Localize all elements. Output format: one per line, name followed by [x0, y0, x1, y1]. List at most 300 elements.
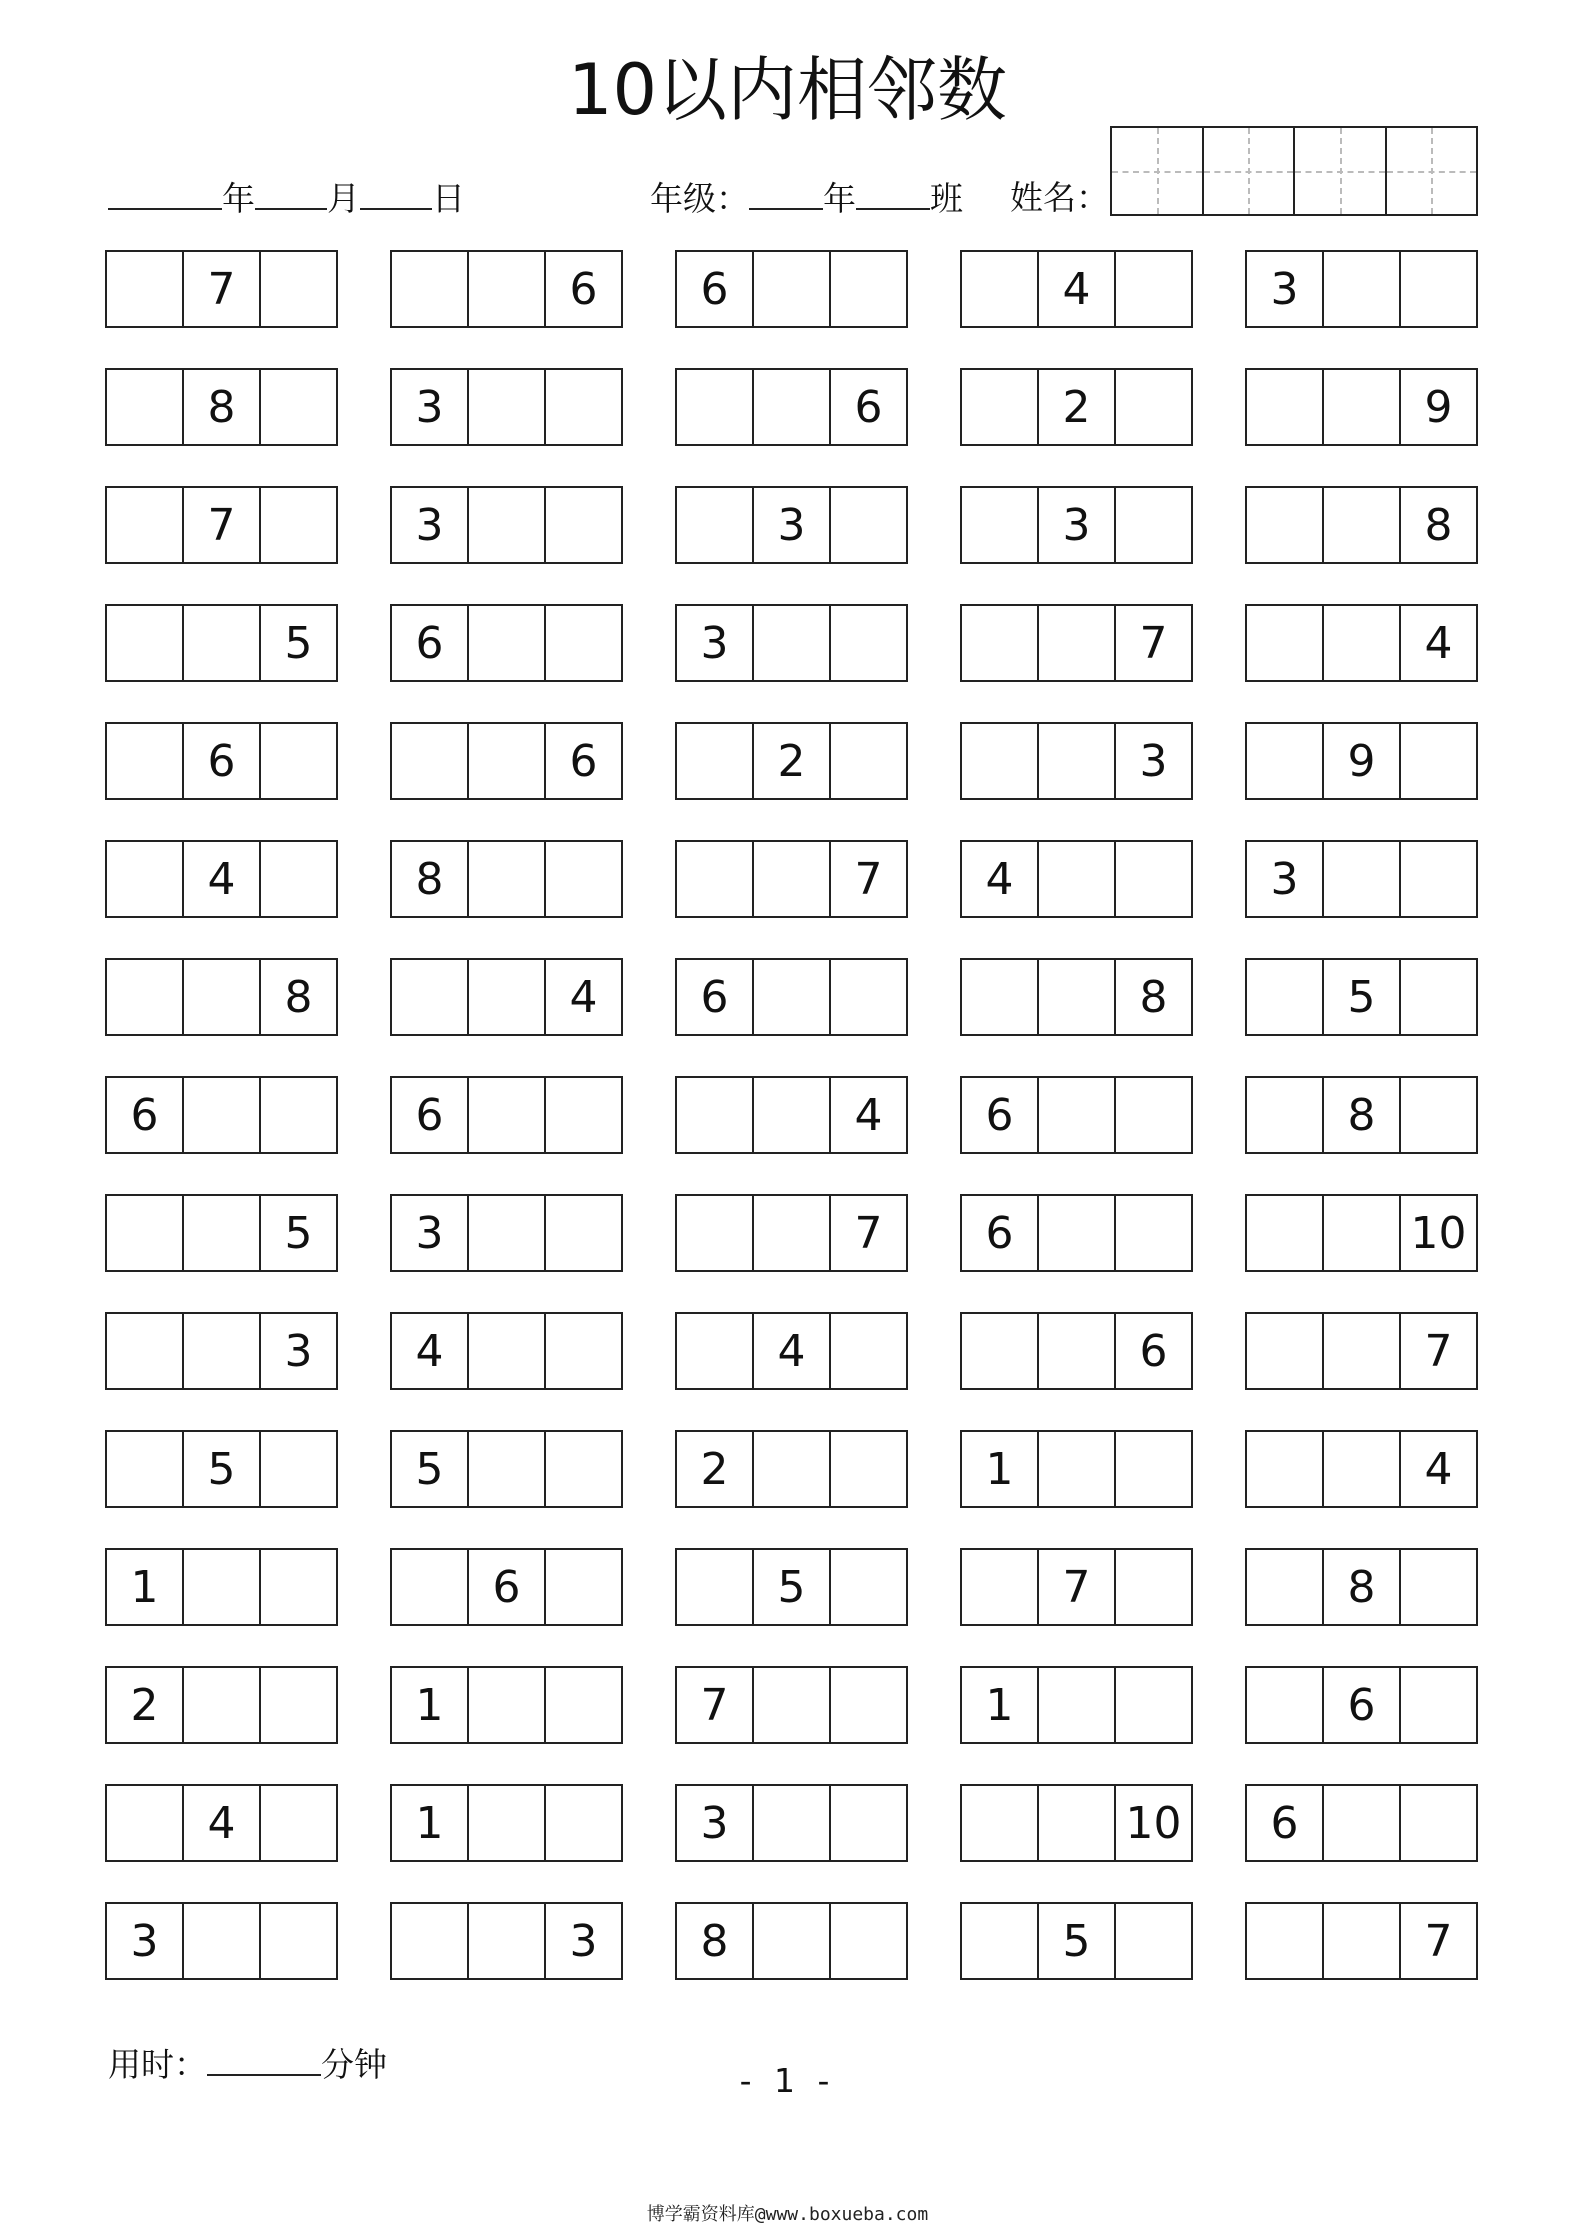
given-number-box: 4 — [1039, 252, 1116, 326]
answer-box[interactable] — [469, 1668, 546, 1742]
given-number-box: 3 — [1039, 488, 1116, 562]
answer-box[interactable] — [1116, 488, 1191, 562]
answer-box[interactable] — [1401, 1078, 1476, 1152]
given-number-box: 6 — [1247, 1786, 1324, 1860]
answer-box[interactable] — [962, 960, 1039, 1034]
answer-box[interactable] — [469, 960, 546, 1034]
given-number-box: 2 — [677, 1432, 754, 1506]
answer-box[interactable] — [261, 1550, 336, 1624]
exercise-row — [105, 1194, 1475, 1272]
number-sequence-group — [105, 1902, 338, 1980]
answer-box[interactable] — [754, 1432, 831, 1506]
exercise-row — [105, 368, 1475, 446]
answer-box[interactable] — [1247, 1550, 1324, 1624]
given-number-box: 7 — [1139, 617, 1168, 669]
answer-box[interactable] — [754, 1196, 831, 1270]
number-sequence-group — [390, 1076, 623, 1154]
answer-box[interactable] — [1324, 488, 1401, 562]
given-number-box: 6 — [184, 724, 261, 798]
number-sequence-group — [105, 1784, 338, 1862]
number-sequence-group — [1245, 722, 1478, 800]
answer-box[interactable] — [392, 1550, 469, 1624]
answer-box[interactable] — [831, 724, 906, 798]
answer-box[interactable] — [469, 1786, 546, 1860]
answer-box[interactable] — [469, 1314, 546, 1388]
answer-box[interactable] — [469, 488, 546, 562]
answer-box[interactable] — [1039, 606, 1116, 680]
exercise-row — [105, 840, 1475, 918]
number-sequence-group — [675, 1312, 908, 1390]
answer-box[interactable] — [962, 488, 1039, 562]
answer-box[interactable] — [1116, 1668, 1191, 1742]
name-writing-grid[interactable] — [1110, 126, 1478, 216]
number-sequence-group — [675, 250, 908, 328]
answer-box[interactable] — [1247, 1904, 1324, 1978]
year-blank[interactable] — [108, 178, 222, 210]
answer-box[interactable] — [107, 1314, 184, 1388]
number-sequence-group — [675, 1076, 908, 1154]
given-number-box: 7 — [1424, 1915, 1453, 1967]
month-blank[interactable] — [255, 178, 327, 210]
given-number-box: 1 — [392, 1786, 469, 1860]
answer-box[interactable] — [107, 252, 184, 326]
given-number-box: 6 — [962, 1196, 1039, 1270]
minutes-label: 分钟 — [321, 2045, 387, 2084]
answer-box[interactable] — [1247, 1432, 1324, 1506]
given-number-box: 5 — [284, 1207, 313, 1259]
answer-box[interactable] — [546, 488, 621, 562]
answer-box[interactable] — [1039, 1314, 1116, 1388]
given-number-box: 4 — [754, 1314, 831, 1388]
answer-box[interactable] — [1401, 252, 1476, 326]
answer-box[interactable] — [754, 252, 831, 326]
answer-box[interactable] — [184, 1550, 261, 1624]
given-number-box: 4 — [1424, 617, 1453, 669]
answer-box[interactable] — [1116, 1196, 1191, 1270]
answer-box[interactable] — [184, 1904, 261, 1978]
answer-box[interactable] — [1247, 488, 1324, 562]
given-number-box: 8 — [1424, 499, 1453, 551]
number-sequence-group — [960, 1902, 1193, 1980]
number-sequence-group — [1245, 1548, 1478, 1626]
number-sequence-group — [675, 958, 908, 1036]
answer-box[interactable] — [1039, 1432, 1116, 1506]
answer-box[interactable] — [1247, 724, 1324, 798]
number-sequence-group — [1245, 1430, 1478, 1508]
given-number-box: 10 — [1410, 1207, 1467, 1259]
answer-box[interactable] — [469, 1196, 546, 1270]
given-number-box: 3 — [569, 1915, 598, 1967]
number-sequence-group — [960, 1666, 1193, 1744]
answer-box[interactable] — [962, 1550, 1039, 1624]
answer-box[interactable] — [184, 1314, 261, 1388]
answer-box[interactable] — [831, 1668, 906, 1742]
day-blank[interactable] — [360, 178, 432, 210]
exercise-row — [105, 1548, 1475, 1626]
answer-box[interactable] — [546, 1078, 621, 1152]
answer-box[interactable] — [546, 1196, 621, 1270]
answer-box[interactable] — [469, 1078, 546, 1152]
answer-box[interactable] — [1401, 960, 1476, 1034]
answer-box[interactable] — [1324, 1904, 1401, 1978]
number-sequence-group — [675, 722, 908, 800]
answer-box[interactable] — [754, 1668, 831, 1742]
grade-class-line — [650, 178, 963, 219]
given-number-box: 5 — [284, 617, 313, 669]
answer-box[interactable] — [261, 488, 336, 562]
answer-box[interactable] — [261, 1432, 336, 1506]
answer-box[interactable] — [261, 724, 336, 798]
given-number-box: 1 — [962, 1668, 1039, 1742]
given-number-box: 3 — [677, 1786, 754, 1860]
answer-box[interactable] — [1039, 1078, 1116, 1152]
given-number-box: 4 — [1424, 1443, 1453, 1495]
number-sequence-group — [105, 250, 338, 328]
answer-box[interactable] — [392, 252, 469, 326]
date-line — [108, 178, 465, 219]
number-sequence-group — [1245, 1194, 1478, 1272]
given-number-box: 6 — [677, 252, 754, 326]
answer-box[interactable] — [546, 842, 621, 916]
page-number: - 1 - — [739, 2061, 836, 2100]
number-sequence-group — [390, 1194, 623, 1272]
answer-box[interactable] — [1039, 1786, 1116, 1860]
given-number-box: 6 — [677, 960, 754, 1034]
answer-box[interactable] — [1039, 724, 1116, 798]
watermark-text: 博学霸资料库@www.boxueba.com — [646, 2204, 929, 2225]
answer-box[interactable] — [546, 1314, 621, 1388]
answer-box[interactable] — [1401, 842, 1476, 916]
given-number-box: 6 — [1324, 1668, 1401, 1742]
given-number-box: 8 — [1139, 971, 1168, 1023]
answer-box[interactable] — [107, 724, 184, 798]
answer-box[interactable] — [677, 1078, 754, 1152]
month-label: 月 — [327, 179, 360, 218]
given-number-box: 4 — [184, 842, 261, 916]
given-number-box: 7 — [854, 853, 883, 905]
answer-box[interactable] — [107, 1432, 184, 1506]
answer-box[interactable] — [261, 1078, 336, 1152]
answer-box[interactable] — [754, 606, 831, 680]
answer-box[interactable] — [469, 606, 546, 680]
answer-box[interactable] — [1401, 1550, 1476, 1624]
name-cell[interactable] — [1387, 128, 1477, 214]
answer-box[interactable] — [1116, 1432, 1191, 1506]
exercise-row — [105, 604, 1475, 682]
answer-box[interactable] — [1039, 842, 1116, 916]
answer-box[interactable] — [1401, 1786, 1476, 1860]
number-sequence-group — [960, 722, 1193, 800]
answer-box[interactable] — [1116, 842, 1191, 916]
answer-box[interactable] — [754, 1786, 831, 1860]
given-number-box: 5 — [1324, 960, 1401, 1034]
number-sequence-group — [1245, 604, 1478, 682]
class-blank[interactable] — [856, 178, 930, 210]
given-number-box: 3 — [284, 1325, 313, 1377]
number-sequence-group — [960, 604, 1193, 682]
number-sequence-group — [105, 1076, 338, 1154]
answer-box[interactable] — [107, 1196, 184, 1270]
time-label: 用时： — [108, 2045, 207, 2084]
answer-box[interactable] — [261, 842, 336, 916]
answer-box[interactable] — [1116, 1550, 1191, 1624]
given-number-box: 7 — [1424, 1325, 1453, 1377]
answer-box[interactable] — [184, 1078, 261, 1152]
answer-box[interactable] — [184, 1668, 261, 1742]
given-number-box: 8 — [392, 842, 469, 916]
answer-box[interactable] — [469, 252, 546, 326]
number-sequence-group — [1245, 1076, 1478, 1154]
given-number-box: 6 — [962, 1078, 1039, 1152]
exercise-row — [105, 486, 1475, 564]
answer-box[interactable] — [831, 960, 906, 1034]
given-number-box: 6 — [1139, 1325, 1168, 1377]
number-sequence-group — [960, 1312, 1193, 1390]
answer-box[interactable] — [261, 370, 336, 444]
answer-box[interactable] — [1401, 724, 1476, 798]
exercise-row — [105, 722, 1475, 800]
number-sequence-group — [390, 722, 623, 800]
answer-box[interactable] — [469, 1432, 546, 1506]
answer-box[interactable] — [392, 724, 469, 798]
number-sequence-group — [675, 1194, 908, 1272]
answer-box[interactable] — [1247, 1668, 1324, 1742]
number-sequence-group — [1245, 1784, 1478, 1862]
answer-box[interactable] — [107, 842, 184, 916]
number-sequence-group — [960, 1430, 1193, 1508]
given-number-box: 3 — [1139, 735, 1168, 787]
number-sequence-group — [960, 1076, 1193, 1154]
answer-box[interactable] — [1247, 960, 1324, 1034]
given-number-box: 5 — [392, 1432, 469, 1506]
answer-box[interactable] — [1324, 370, 1401, 444]
answer-box[interactable] — [392, 960, 469, 1034]
given-number-box: 9 — [1424, 381, 1453, 433]
answer-box[interactable] — [107, 370, 184, 444]
answer-box[interactable] — [546, 606, 621, 680]
number-sequence-group — [960, 958, 1193, 1036]
given-number-box: 4 — [569, 971, 598, 1023]
number-sequence-group — [105, 368, 338, 446]
answer-box[interactable] — [1324, 252, 1401, 326]
answer-box[interactable] — [831, 488, 906, 562]
answer-box[interactable] — [754, 370, 831, 444]
number-sequence-group — [960, 368, 1193, 446]
exercise-row — [105, 1312, 1475, 1390]
number-sequence-group — [675, 1548, 908, 1626]
answer-box[interactable] — [469, 1904, 546, 1978]
answer-box[interactable] — [1247, 606, 1324, 680]
answer-box[interactable] — [546, 1668, 621, 1742]
exercise-row — [105, 1902, 1475, 1980]
number-sequence-group — [675, 1430, 908, 1508]
number-sequence-group — [105, 1312, 338, 1390]
answer-box[interactable] — [962, 606, 1039, 680]
name-cell[interactable] — [1295, 128, 1387, 214]
answer-box[interactable] — [469, 842, 546, 916]
given-number-box: 2 — [1039, 370, 1116, 444]
exercise-row — [105, 1076, 1475, 1154]
given-number-box: 7 — [854, 1207, 883, 1259]
name-cell[interactable] — [1112, 128, 1204, 214]
answer-box[interactable] — [677, 1314, 754, 1388]
number-sequence-group — [675, 604, 908, 682]
answer-box[interactable] — [677, 1550, 754, 1624]
answer-box[interactable] — [677, 1196, 754, 1270]
number-sequence-group — [960, 250, 1193, 328]
number-sequence-group — [675, 840, 908, 918]
given-number-box: 1 — [392, 1668, 469, 1742]
answer-box[interactable] — [107, 960, 184, 1034]
answer-box[interactable] — [546, 1432, 621, 1506]
answer-box[interactable] — [469, 724, 546, 798]
answer-box[interactable] — [1039, 1196, 1116, 1270]
given-number-box: 8 — [184, 370, 261, 444]
day-label: 日 — [432, 179, 465, 218]
name-cell[interactable] — [1204, 128, 1296, 214]
number-sequence-group — [390, 1902, 623, 1980]
answer-box[interactable] — [831, 1550, 906, 1624]
given-number-box: 6 — [107, 1078, 184, 1152]
given-number-box: 6 — [569, 263, 598, 315]
answer-box[interactable] — [107, 488, 184, 562]
answer-box[interactable] — [546, 370, 621, 444]
answer-box[interactable] — [831, 1432, 906, 1506]
number-sequence-group — [960, 840, 1193, 918]
answer-box[interactable] — [1247, 1314, 1324, 1388]
given-number-box: 7 — [184, 488, 261, 562]
given-number-box: 9 — [1324, 724, 1401, 798]
number-sequence-group — [390, 958, 623, 1036]
class-label: 班 — [930, 179, 963, 218]
given-number-box: 3 — [754, 488, 831, 562]
number-sequence-group — [105, 1194, 338, 1272]
given-number-box: 3 — [107, 1904, 184, 1978]
given-number-box: 4 — [962, 842, 1039, 916]
answer-box[interactable] — [1116, 1904, 1191, 1978]
answer-box[interactable] — [469, 370, 546, 444]
grade-blank[interactable] — [749, 178, 823, 210]
answer-box[interactable] — [1116, 252, 1191, 326]
answer-box[interactable] — [754, 1904, 831, 1978]
answer-box[interactable] — [546, 1786, 621, 1860]
answer-box[interactable] — [1116, 1078, 1191, 1152]
answer-box[interactable] — [392, 1904, 469, 1978]
answer-box[interactable] — [1247, 370, 1324, 444]
number-sequence-group — [105, 486, 338, 564]
answer-box[interactable] — [261, 1668, 336, 1742]
number-sequence-group — [960, 1548, 1193, 1626]
answer-box[interactable] — [754, 1078, 831, 1152]
answer-box[interactable] — [962, 370, 1039, 444]
given-number-box: 6 — [569, 735, 598, 787]
given-number-box: 7 — [677, 1668, 754, 1742]
answer-box[interactable] — [831, 1904, 906, 1978]
number-sequence-group — [105, 1548, 338, 1626]
answer-box[interactable] — [831, 606, 906, 680]
given-number-box: 1 — [107, 1550, 184, 1624]
answer-box[interactable] — [1324, 842, 1401, 916]
number-sequence-group — [675, 368, 908, 446]
given-number-box: 10 — [1125, 1797, 1182, 1849]
exercise-row — [105, 250, 1475, 328]
answer-box[interactable] — [754, 842, 831, 916]
given-number-box: 7 — [1039, 1550, 1116, 1624]
number-sequence-group — [105, 958, 338, 1036]
given-number-box: 4 — [854, 1089, 883, 1141]
answer-box[interactable] — [261, 1904, 336, 1978]
number-sequence-group — [390, 1666, 623, 1744]
given-number-box: 6 — [469, 1550, 546, 1624]
answer-box[interactable] — [184, 606, 261, 680]
given-number-box: 3 — [1247, 252, 1324, 326]
answer-box[interactable] — [546, 1550, 621, 1624]
answer-box[interactable] — [677, 488, 754, 562]
answer-box[interactable] — [1401, 1668, 1476, 1742]
answer-box[interactable] — [1116, 370, 1191, 444]
number-sequence-group — [105, 1666, 338, 1744]
answer-box[interactable] — [831, 252, 906, 326]
number-sequence-group — [105, 840, 338, 918]
given-number-box: 3 — [392, 1196, 469, 1270]
answer-box[interactable] — [1324, 1432, 1401, 1506]
number-sequence-group — [390, 1312, 623, 1390]
number-sequence-group — [105, 604, 338, 682]
answer-box[interactable] — [1324, 1786, 1401, 1860]
answer-box[interactable] — [1247, 1078, 1324, 1152]
answer-box[interactable] — [677, 370, 754, 444]
number-sequence-group — [960, 1784, 1193, 1862]
name-label: 姓名： — [1010, 178, 1109, 217]
given-number-box: 4 — [184, 1786, 261, 1860]
number-sequence-group — [1245, 250, 1478, 328]
answer-box[interactable] — [962, 724, 1039, 798]
answer-box[interactable] — [677, 724, 754, 798]
answer-box[interactable] — [107, 1786, 184, 1860]
given-number-box: 5 — [184, 1432, 261, 1506]
given-number-box: 7 — [184, 252, 261, 326]
year-label: 年 — [222, 179, 255, 218]
answer-box[interactable] — [1247, 1196, 1324, 1270]
answer-box[interactable] — [261, 252, 336, 326]
answer-box[interactable] — [962, 252, 1039, 326]
number-sequence-group — [960, 486, 1193, 564]
answer-box[interactable] — [962, 1786, 1039, 1860]
given-number-box: 8 — [1324, 1078, 1401, 1152]
answer-box[interactable] — [962, 1314, 1039, 1388]
page-title: 10以内相邻数 — [567, 49, 1008, 131]
answer-box[interactable] — [107, 606, 184, 680]
number-sequence-group — [960, 1194, 1193, 1272]
answer-box[interactable] — [1324, 606, 1401, 680]
given-number-box: 5 — [1039, 1904, 1116, 1978]
answer-box[interactable] — [1324, 1314, 1401, 1388]
answer-box[interactable] — [1039, 960, 1116, 1034]
answer-box[interactable] — [754, 960, 831, 1034]
answer-box[interactable] — [1039, 1668, 1116, 1742]
answer-box[interactable] — [831, 1786, 906, 1860]
answer-box[interactable] — [261, 1786, 336, 1860]
answer-box[interactable] — [184, 1196, 261, 1270]
given-number-box: 3 — [392, 488, 469, 562]
answer-box[interactable] — [677, 842, 754, 916]
answer-box[interactable] — [962, 1904, 1039, 1978]
answer-box[interactable] — [184, 960, 261, 1034]
answer-box[interactable] — [831, 1314, 906, 1388]
number-sequence-group — [390, 368, 623, 446]
grade-label: 年级： — [650, 179, 749, 218]
answer-box[interactable] — [1324, 1196, 1401, 1270]
